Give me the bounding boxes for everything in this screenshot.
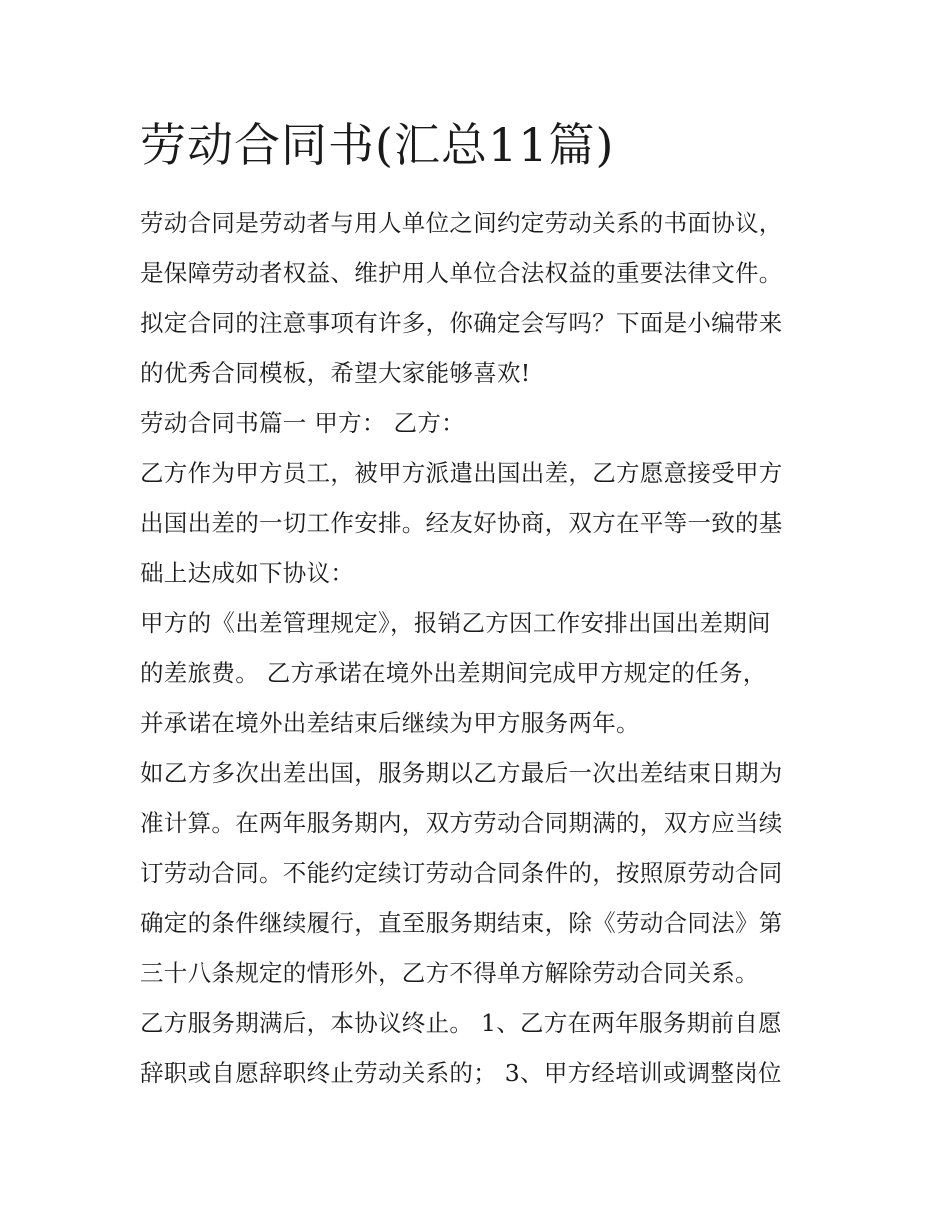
body-line: 甲方的《出差管理规定》，报销乙方因工作安排出国出差期间 xyxy=(140,609,771,637)
body-line: 并承诺在境外出差结束后继续为甲方服务两年。 xyxy=(140,709,640,737)
body-line: 础上达成如下协议： xyxy=(140,559,355,587)
body-line: 是保障劳动者权益、维护用人单位合法权益的重要法律文件。 xyxy=(140,259,783,287)
section-heading-line: 劳动合同书篇一 甲方： 乙方： xyxy=(140,409,465,437)
body-line: 辞职或自愿辞职终止劳动关系的； 3、甲方经培训或调整岗位 xyxy=(140,1059,782,1087)
document-body xyxy=(140,198,820,1098)
body-line: 拟定合同的注意事项有许多，你确定会写吗？下面是小编带来 xyxy=(140,309,783,337)
body-line: 乙方服务期满后，本协议终止。 1、乙方在两年服务期前自愿 xyxy=(140,1009,782,1037)
body-line: 准计算。在两年服务期内，双方劳动合同期满的，双方应当续 xyxy=(140,809,783,837)
body-line: 的优秀合同模板，希望大家能够喜欢! xyxy=(140,359,531,387)
body-line: 劳动合同是劳动者与用人单位之间约定劳动关系的书面协议， xyxy=(140,209,783,237)
body-line: 出国出差的一切工作安排。经友好协商，双方在平等一致的基 xyxy=(140,509,783,537)
document-title: 劳动合同书(汇总11篇) xyxy=(140,118,615,172)
body-line: 订劳动合同。不能约定续订劳动合同条件的，按照原劳动合同 xyxy=(140,859,783,887)
body-line: 的差旅费。 乙方承诺在境外出差期间完成甲方规定的任务， xyxy=(140,659,767,687)
body-line: 确定的条件继续履行，直至服务期结束，除《劳动合同法》第 xyxy=(140,909,783,937)
body-line: 乙方作为甲方员工，被甲方派遣出国出差，乙方愿意接受甲方 xyxy=(140,459,783,487)
body-line: 如乙方多次出差出国，服务期以乙方最后一次出差结束日期为 xyxy=(140,759,783,787)
body-line: 三十八条规定的情形外，乙方不得单方解除劳动合同关系。 xyxy=(140,959,759,987)
